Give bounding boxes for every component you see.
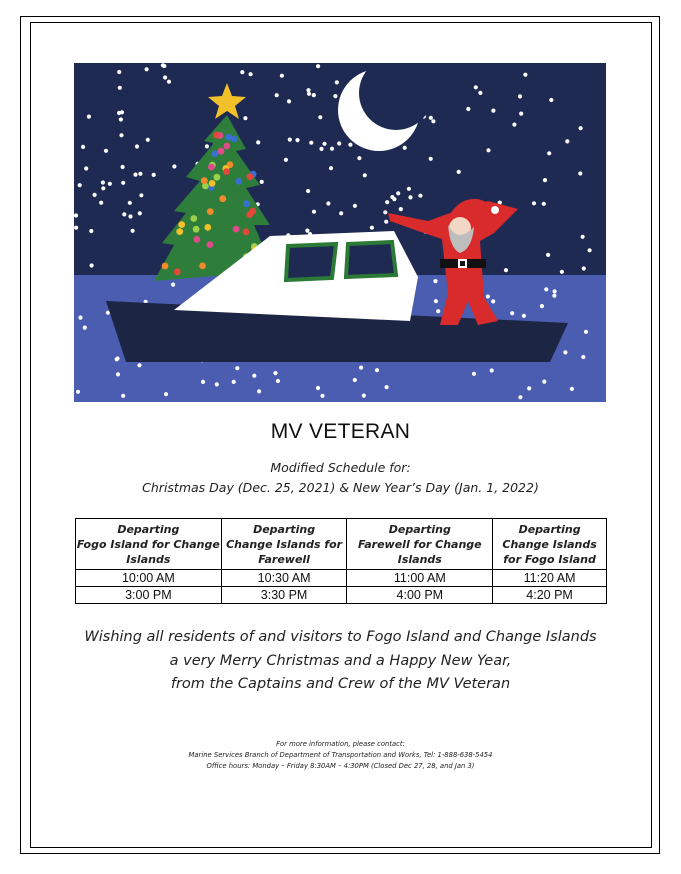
snowflake [552,294,556,298]
snowflake [385,200,389,204]
snowflake [353,204,357,208]
ornament [212,150,219,157]
footer-contact-info: Marine Services Branch of Department of Transportation and Works, Tel: 1-888-638-5454 [188,751,493,759]
snowflake [542,202,546,206]
snowflake [104,149,108,153]
snowflake [152,173,156,177]
snowflake [491,299,495,303]
snowflake [383,210,387,214]
ornament [235,178,242,185]
snowflake [307,92,311,96]
snowflake [384,220,388,224]
column-header-farewell-to-change: Departing Farewell for Change Islands [347,519,493,570]
snowflake [249,72,253,76]
snowflake [172,164,176,168]
snowflake [252,374,256,378]
snowflake [390,195,394,199]
snowflake [280,74,284,78]
column-header-change-to-fogo: Departing Change Islands for Fogo Island [493,519,607,570]
snowflake [167,80,171,84]
snowflake [474,85,478,89]
snowflake [133,173,137,177]
snowflake [512,123,516,127]
ornament [193,236,200,243]
boat-window-left [286,244,336,280]
ornament [199,263,206,270]
snowflake [504,268,508,272]
snowflake [319,147,323,151]
ornament [213,132,220,139]
table-cell: 4:00 PM [347,587,493,604]
snowflake [74,213,78,217]
snowflake [115,357,119,361]
snowflake [121,181,125,185]
snowflake [288,138,292,142]
snowflake [138,211,142,215]
snowflake [78,316,82,320]
snowflake [312,210,316,214]
snowflake [138,172,142,176]
snowflake [436,309,440,313]
snowflake [348,143,352,147]
christmas-boat-illustration [74,63,606,402]
snowflake [570,387,574,391]
snowflake [128,214,132,218]
ornament [208,164,215,171]
ornament [231,136,238,143]
snowflake [116,372,120,376]
snowflake [306,88,310,92]
snowflake [101,186,105,190]
snowflake [335,80,339,84]
snowflake [588,248,592,252]
snowflake [357,156,361,160]
snowflake [257,389,261,393]
snowflake [433,279,437,283]
snowflake [581,355,585,359]
ornament [162,263,169,270]
snowflake [429,116,433,120]
ornament [207,241,214,248]
snowflake [87,115,91,119]
snowflake [256,140,260,144]
snowflake [122,212,126,216]
snowflake [287,99,291,103]
snowflake [486,294,490,298]
snowflake [108,182,112,186]
snowflake [544,287,548,291]
snowflake [273,371,277,375]
ornament [178,221,185,228]
snowflake [139,193,143,197]
snowflake [284,158,288,162]
page-title: MV VETERAN [270,420,411,443]
greeting-line-1: Wishing all residents of and visitors to Fogo Island and Change Islands [84,629,597,645]
ornament [193,226,200,233]
greeting-line-2: a very Merry Christmas and a Happy New Year, [169,653,512,669]
snowflake [146,138,150,142]
snowflake [542,380,546,384]
snowflake [316,386,320,390]
column-header-change-to-farewell: Departing Change Islands for Farewell [221,519,347,570]
snowflake [553,289,557,293]
snowflake [418,194,422,198]
snowflake [135,144,139,148]
ornament [249,208,256,215]
snowflake [546,253,550,257]
snowflake [543,178,547,182]
table-cell: 3:30 PM [221,587,347,604]
snowflake [295,138,299,142]
snowflake [370,226,374,230]
snowflake [540,304,544,308]
ornament [218,148,225,155]
snowflake [162,64,166,68]
snowflake [121,394,125,398]
ornament [204,224,211,231]
snowflake [232,380,236,384]
snowflake [519,112,523,116]
snowflake [128,201,132,205]
snowflake [117,70,121,74]
snowflake [326,201,330,205]
snowflake [330,147,334,151]
snowflake [582,266,586,270]
snowflake [579,126,583,130]
ornament [207,208,214,215]
snowflake [84,166,88,170]
snowflake [276,379,280,383]
snowflake [363,173,367,177]
snowflake [99,201,103,205]
table-cell: 11:00 AM [347,570,493,587]
snowflake [523,73,527,77]
snowflake [407,187,411,191]
snowflake [329,166,333,170]
snowflake [76,390,80,394]
snowflake [309,141,313,145]
snowflake [260,180,264,184]
ornament [174,268,181,275]
snowflake [93,193,97,197]
snowflake [547,151,551,155]
snowflake [78,183,82,187]
ornament [243,228,250,235]
snowflake [83,326,87,330]
snowflake [429,157,433,161]
footer-contact-heading: For more information, please contact: [276,740,405,748]
snowflake [118,86,122,90]
snowflake [74,226,78,230]
snowflake [121,165,125,169]
snowflake [101,180,105,184]
schedule-table [75,518,607,604]
schedule-header-row [76,519,607,570]
snowflake [522,314,526,318]
snowflake [491,109,495,113]
snowflake [322,142,326,146]
ornament [223,168,230,175]
footer-office-hours: Office hours: Monday – Friday 8:30AM – 4:30PM (Closed Dec 27, 28, and Jan 3) [206,762,475,770]
snowflake [240,70,244,74]
snowflake [549,98,553,102]
snowflake [171,283,175,287]
ornament [190,215,197,222]
snowflake [201,380,205,384]
snowflake [318,115,322,119]
scene-svg [74,63,606,402]
snowflake [472,372,476,376]
ornament [247,173,254,180]
snowflake [466,107,470,111]
snowflake [563,350,567,354]
table-cell: 3:00 PM [76,587,222,604]
snowflake [434,299,438,303]
ornament [209,180,216,187]
table-cell: 10:00 AM [76,570,222,587]
snowflake [518,395,522,399]
snowflake [396,191,400,195]
table-cell: 11:20 AM [493,570,607,587]
table-cell: 4:20 PM [493,587,607,604]
ornament [233,226,240,233]
snowflake [131,229,135,233]
snowflake [532,201,536,205]
snowflake [339,211,343,215]
ornament [243,200,250,207]
snowflake [408,195,412,199]
snowflake [518,94,522,98]
snowflake [359,366,363,370]
snowflake [337,141,341,145]
ornament [223,143,230,150]
snowflake [431,119,435,123]
snowflake [119,117,123,121]
ornament [176,228,183,235]
snowflake [403,146,407,150]
snowflake [578,171,582,175]
snowflake [145,67,149,71]
snowflake [316,64,320,68]
greeting-line-3: from the Captains and Crew of the MV Veteran [170,676,511,692]
snowflake [560,270,564,274]
snowflake [243,116,247,120]
snowflake [584,330,588,334]
snowflake [527,386,531,390]
snowflake [478,91,482,95]
snowflake [119,133,123,137]
snowflake [235,366,239,370]
snowflake [457,170,461,174]
snowflake [164,392,168,396]
table-row [76,570,607,587]
snowflake [510,311,514,315]
snowflake [205,144,209,148]
snowflake [163,75,167,79]
table-row [76,587,607,604]
snowflake [399,207,403,211]
snowflake [312,93,316,97]
snowflake [565,139,569,143]
snowflake [306,189,310,193]
snowflake [375,368,379,372]
snowflake [90,263,94,267]
snowflake [353,378,357,382]
snowflake [117,111,121,115]
snowflake [581,235,585,239]
snowflake [333,94,337,98]
snowflake [385,385,389,389]
snowflake [490,368,494,372]
ornament [201,177,208,184]
boat-window-right [346,242,396,277]
ornament [214,174,221,181]
snowflake [81,145,85,149]
subtitle-heading: Modified Schedule for: [270,460,411,475]
snowflake [486,148,490,152]
subtitle-dates: Christmas Day (Dec. 25, 2021) & New Year’s Day (Jan. 1, 2022) [142,480,539,495]
snowflake [362,394,366,398]
table-cell: 10:30 AM [221,570,347,587]
snowflake [89,229,93,233]
snowflake [320,394,324,398]
snowflake [305,229,309,233]
ornament [219,195,226,202]
snowflake [215,382,219,386]
snowflake [275,93,279,97]
snowflake [137,363,141,367]
column-header-fogo-to-change: Departing Fogo Island for Change Islands [76,519,222,570]
